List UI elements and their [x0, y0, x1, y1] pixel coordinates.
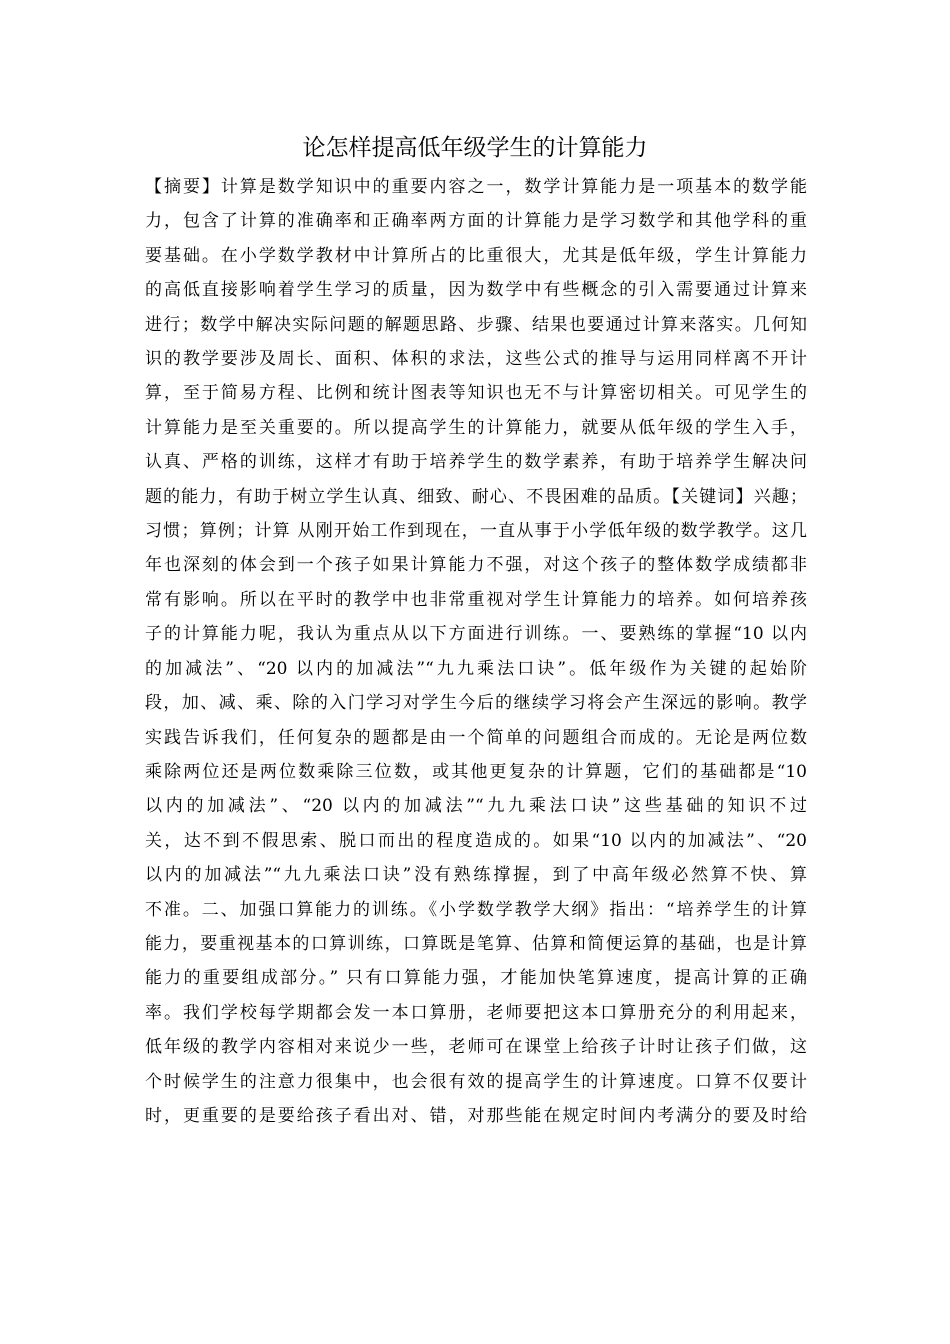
body-line: 能力的重要组成部分。” 只有口算能力强，才能加快笔算速度，提高计算的正确	[145, 968, 807, 989]
body-line: 常有影响。所以在平时的教学中也非常重视对学生计算能力的培养。如何培养孩	[145, 589, 807, 610]
body-line: 要基础。在小学数学教材中计算所占的比重很大，尤其是低年级，学生计算能力	[145, 245, 807, 266]
body-line: 不准。二、加强口算能力的训练。《小学数学教学大纲》指出：“培养学生的计算	[145, 899, 807, 920]
body-line: 年也深刻的体会到一个孩子如果计算能力不强，对这个孩子的整体数学成绩都非	[145, 555, 807, 576]
body-line: 进行；数学中解决实际问题的解题思路、步骤、结果也要通过计算来落实。几何知	[145, 314, 807, 335]
document-title: 论怎样提高低年级学生的计算能力	[302, 135, 648, 161]
body-line: 习惯；算例；计算 从刚开始工作到现在，一直从事于小学低年级的数学教学。这几	[145, 521, 807, 542]
document-body	[145, 170, 807, 1133]
body-line: 认真、严格的训练，这样才有助于培养学生的数学素养，有助于培养学生解决问	[145, 452, 807, 473]
body-line: 的加减法”、“20 以内的加减法”“九九乘法口诀”。低年级作为关键的起始阶	[145, 658, 807, 679]
body-line: 的高低直接影响着学生学习的质量，因为数学中有些概念的引入需要通过计算来	[145, 280, 807, 301]
body-line: 题的能力，有助于树立学生认真、细致、耐心、不畏困难的品质。【关键词】兴趣；	[145, 486, 807, 507]
body-line: 识的教学要涉及周长、面积、体积的求法，这些公式的推导与运用同样离不开计	[145, 349, 807, 370]
body-line: 关，达不到不假思索、脱口而出的程度造成的。如果“10 以内的加减法”、“20	[145, 830, 807, 851]
body-line: 子的计算能力呢，我认为重点从以下方面进行训练。一、要熟练的掌握“10 以内	[145, 624, 807, 645]
body-line: 实践告诉我们，任何复杂的题都是由一个简单的问题组合而成的。无论是两位数	[145, 727, 807, 748]
body-line: 低年级的教学内容相对来说少一些，老师可在课堂上给孩子计时让孩子们做，这	[145, 1037, 807, 1058]
body-line: 力，包含了计算的准确率和正确率两方面的计算能力是学习数学和其他学科的重	[145, 211, 807, 232]
body-line: 段，加、减、乘、除的入门学习对学生今后的继续学习将会产生深远的影响。教学	[145, 693, 807, 714]
body-line: 时，更重要的是要给孩子看出对、错，对那些能在规定时间内考满分的要及时给	[145, 1105, 807, 1126]
body-line: 算，至于简易方程、比例和统计图表等知识也无不与计算密切相关。可见学生的	[145, 383, 807, 404]
body-line: 计算能力是至关重要的。所以提高学生的计算能力，就要从低年级的学生入手，	[145, 417, 807, 438]
body-line: 率。我们学校每学期都会发一本口算册，老师要把这本口算册充分的利用起来，	[145, 1002, 807, 1023]
body-line: 以内的加减法”、“20 以内的加减法”“九九乘法口诀”这些基础的知识不过	[145, 796, 807, 817]
body-line: 以内的加减法”“九九乘法口诀”没有熟练撑握，到了中高年级必然算不快、算	[145, 865, 807, 886]
body-line: 乘除两位还是两位数乘除三位数，或其他更复杂的计算题，它们的基础都是“10	[145, 761, 807, 782]
body-line: 个时候学生的注意力很集中，也会很有效的提高学生的计算速度。口算不仅要计	[145, 1071, 807, 1092]
body-line: 能力，要重视基本的口算训练，口算既是笔算、估算和简便运算的基础，也是计算	[145, 933, 807, 954]
body-line: 【摘要】计算是数学知识中的重要内容之一，数学计算能力是一项基本的数学能	[145, 177, 807, 197]
